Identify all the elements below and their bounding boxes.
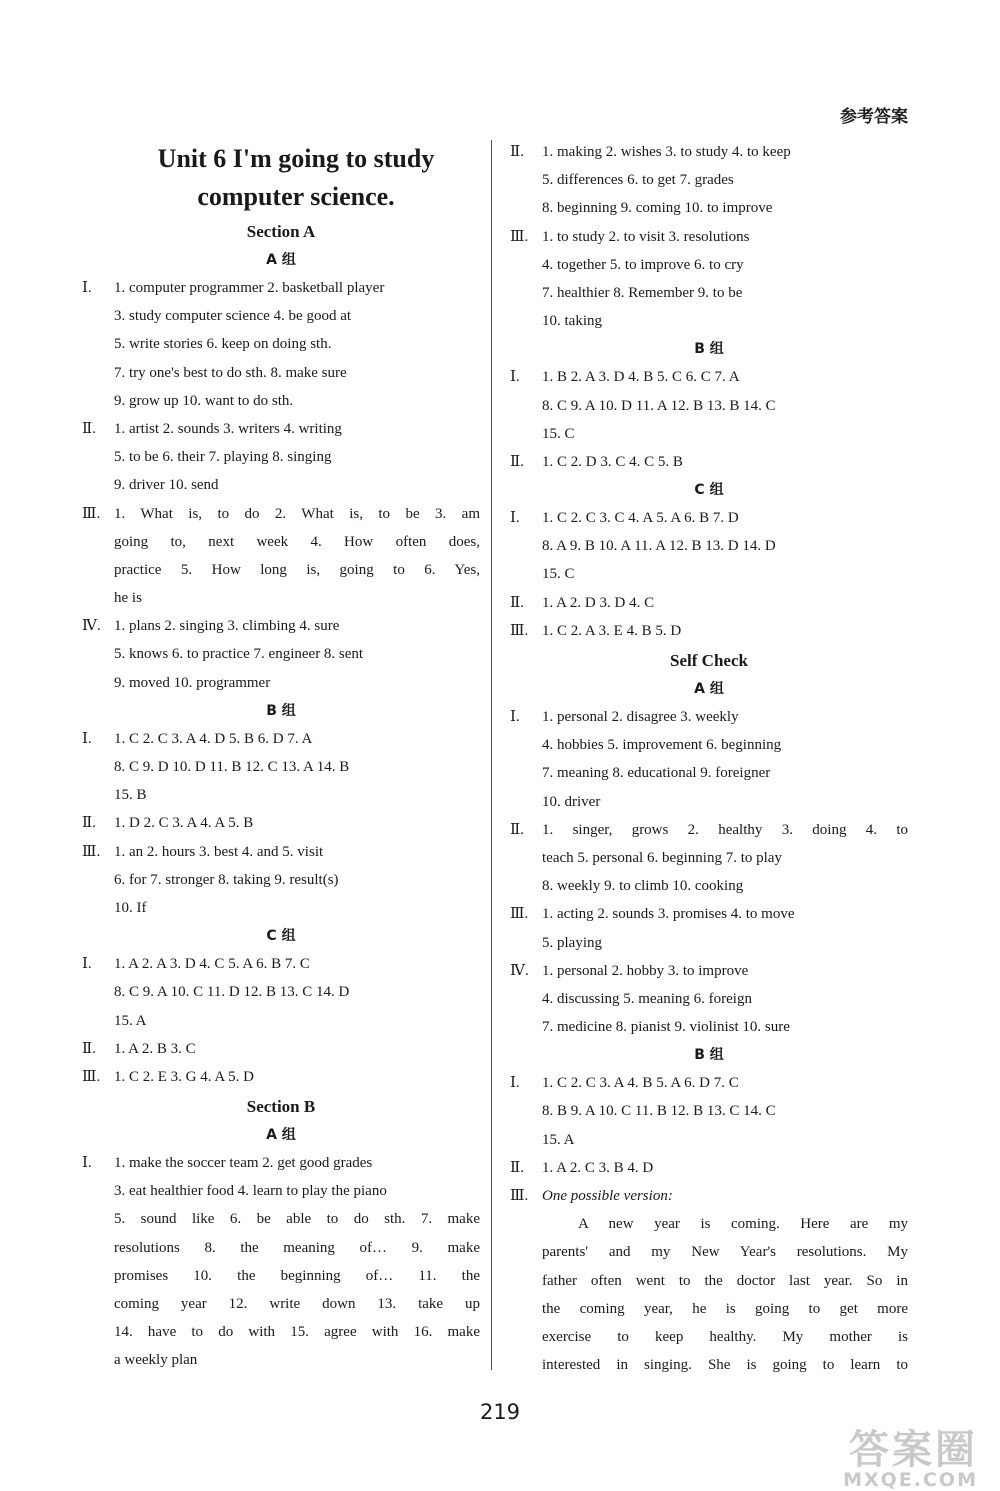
answer-text: 10. driver [542, 793, 601, 810]
answer-line [82, 1346, 480, 1374]
answer-line [82, 838, 480, 866]
answer-line [82, 1035, 480, 1063]
answer-text: 3. study computer science 4. be good at [114, 308, 352, 325]
answer-text: 1. singer, grows 2. healthy 3. doing 4. to [542, 821, 908, 838]
answer-text: he is [114, 590, 142, 607]
answer-line [510, 194, 908, 222]
page-number: 219 [479, 1400, 521, 1424]
answer-line [82, 640, 480, 668]
column-divider [491, 140, 492, 1370]
answer-line [82, 725, 480, 753]
answer-line [510, 363, 908, 391]
answer-text: teach 5. personal 6. beginning 7. to play [542, 849, 782, 866]
watermark-text: 答案圈 [849, 1427, 978, 1473]
answer-text: 1. plans 2. singing 3. climbing 4. sure [114, 618, 340, 635]
answer-text: 8. beginning 9. coming 10. to improve [542, 200, 773, 217]
answer-text: 1. B 2. A 3. D 4. B 5. C 6. C 7. A [542, 369, 740, 386]
question-number: Ⅲ. [510, 622, 529, 639]
answer-line [510, 307, 908, 335]
answer-line [82, 330, 480, 358]
answer-text: resolutions 8. the meaning of… 9. make [114, 1239, 480, 1256]
answer-line [510, 1323, 908, 1351]
answer-line [82, 274, 480, 302]
answer-line [82, 415, 480, 443]
unit-title: Unit 6 I'm going to study [157, 144, 435, 173]
group-heading: B 组 [266, 702, 296, 719]
answer-line [82, 1262, 480, 1290]
answer-line [82, 471, 480, 499]
answer-text: 1. C 2. C 3. A 4. D 5. B 6. D 7. A [114, 730, 313, 747]
answer-line [510, 759, 908, 787]
question-number: Ⅰ. [82, 280, 92, 296]
question-number: Ⅳ. [510, 962, 529, 979]
answer-line [510, 138, 908, 166]
answer-text: 8. A 9. B 10. A 11. A 12. B 13. D 14. D [542, 538, 776, 555]
section-heading: Self Check [670, 651, 748, 670]
answer-line [82, 1205, 480, 1233]
answer-line [510, 900, 908, 928]
answer-text: 15. A [114, 1012, 147, 1029]
question-number: Ⅲ. [82, 505, 101, 522]
answer-line [510, 1097, 908, 1125]
answer-line [510, 504, 908, 532]
answer-text: a weekly plan [114, 1352, 198, 1369]
answer-text: 15. C [542, 566, 575, 583]
answer-text: 9. grow up 10. want to do sth. [114, 392, 294, 409]
answer-line [510, 166, 908, 194]
group-heading: C 组 [694, 482, 724, 499]
answer-text: 1. A 2. C 3. B 4. D [542, 1159, 654, 1176]
group-heading: C 组 [266, 928, 296, 945]
question-number: Ⅱ. [510, 821, 524, 838]
answer-text: 5. write stories 6. keep on doing sth. [114, 336, 332, 353]
answer-text: 14. have to do with 15. agree with 16. make [114, 1324, 480, 1341]
answer-text: 8. weekly 9. to climb 10. cooking [542, 878, 744, 895]
section-heading: Section B [246, 1097, 316, 1117]
answer-text: 10. If [114, 899, 147, 916]
answer-text: father often went to the doctor last year. So in [542, 1272, 908, 1289]
answer-text: coming year 12. write down 13. take up [114, 1296, 480, 1312]
group-heading: B 组 [694, 1047, 724, 1064]
answer-text: 9. moved 10. programmer [114, 674, 271, 691]
answer-text: 15. C [542, 425, 575, 442]
answer-line [82, 1234, 480, 1262]
answer-line [510, 957, 908, 985]
answer-line [510, 816, 908, 844]
answer-text: practice 5. How long is, going to 6. Yes, [114, 561, 480, 578]
watermark-logo [843, 1418, 978, 1491]
answer-line [510, 589, 908, 617]
answer-text: A new year is coming. Here are my [578, 1216, 908, 1233]
answer-text: 1. What is, to do 2. What is, to be 3. am [114, 505, 480, 522]
answer-line [82, 387, 480, 415]
question-number: Ⅰ. [510, 709, 520, 725]
answer-text: 7. try one's best to do sth. 8. make sure [114, 364, 347, 381]
answer-text: 8. C 9. D 10. D 11. B 12. C 13. A 14. B [114, 759, 350, 775]
answer-text: 1. C 2. A 3. E 4. B 5. D [542, 622, 682, 639]
answer-line [510, 1210, 908, 1238]
question-number: Ⅰ. [82, 730, 92, 747]
answer-line [510, 1351, 908, 1379]
answer-line [82, 443, 480, 471]
answer-line [82, 781, 480, 809]
answer-text: One possible version: [542, 1188, 673, 1204]
answer-line [510, 929, 908, 957]
group-heading: A 组 [266, 252, 296, 268]
answer-line [82, 500, 480, 528]
answer-line [510, 1013, 908, 1041]
answer-text: 8. C 9. A 10. C 11. D 12. B 13. C 14. D [114, 984, 350, 1001]
question-number: Ⅲ. [510, 906, 529, 923]
question-number: Ⅱ. [510, 594, 524, 611]
answer-text: 4. hobbies 5. improvement 6. beginning [542, 737, 782, 754]
answer-text: 1. A 2. B 3. C [114, 1040, 196, 1057]
answer-text: 1. D 2. C 3. A 4. A 5. B [114, 815, 254, 832]
answer-line [82, 978, 480, 1006]
answer-line [510, 1182, 908, 1210]
answer-text: 9. driver 10. send [114, 477, 219, 494]
answer-text: 1. computer programmer 2. basketball player [114, 280, 385, 296]
question-number: Ⅰ. [510, 1075, 520, 1092]
answer-line [510, 560, 908, 588]
answer-text: interested in singing. She is going to learn to [542, 1357, 908, 1374]
group-heading: A 组 [266, 1127, 296, 1144]
answer-text: exercise to keep healthy. My mother is [542, 1328, 908, 1345]
answer-line [510, 985, 908, 1013]
question-number: Ⅱ. [510, 144, 524, 160]
answer-text: 1. A 2. D 3. D 4. C [542, 594, 655, 611]
answer-line [82, 866, 480, 894]
answer-line [82, 1007, 480, 1035]
answer-line [82, 1290, 480, 1318]
answer-text: 5. playing [542, 934, 602, 951]
answer-text: 1. A 2. A 3. D 4. C 5. A 6. B 7. C [114, 956, 310, 973]
answer-text: 7. medicine 8. pianist 9. violinist 10. sure [542, 1019, 790, 1036]
answer-text: 10. taking [542, 313, 602, 330]
question-number: Ⅱ. [82, 1040, 96, 1057]
answer-text: 15. B [114, 787, 147, 804]
answer-text: 5. to be 6. their 7. playing 8. singing [114, 449, 332, 466]
answer-line [82, 894, 480, 922]
answer-line [82, 584, 480, 612]
answer-line [82, 1149, 480, 1177]
answer-line [510, 1295, 908, 1323]
left-column [82, 140, 480, 1375]
answer-text: 1. personal 2. hobby 3. to improve [542, 962, 749, 979]
answer-text: 5. knows 6. to practice 7. engineer 8. sent [114, 646, 364, 663]
answer-line [510, 1267, 908, 1295]
watermark-url: MXQE.COM [843, 1469, 978, 1491]
answer-text: 1. personal 2. disagree 3. weekly [542, 709, 739, 725]
group-heading: A 组 [694, 681, 724, 697]
answer-line [510, 420, 908, 448]
answer-line [82, 1318, 480, 1346]
answer-text: 8. B 9. A 10. C 11. B 12. B 13. C 14. C [542, 1103, 776, 1120]
answer-line [82, 1063, 480, 1091]
answer-text: 1. to study 2. to visit 3. resolutions [542, 228, 750, 245]
answer-text: 8. C 9. A 10. D 11. A 12. B 13. B 14. C [542, 397, 776, 414]
section-heading: Section A [246, 222, 316, 241]
answer-line [82, 1177, 480, 1205]
answer-text: 1. an 2. hours 3. best 4. and 5. visit [114, 843, 324, 860]
answer-text: 1. C 2. C 3. A 4. B 5. A 6. D 7. C [542, 1075, 739, 1092]
answer-line [82, 612, 480, 640]
answer-text: parents' and my New Year's resolutions. My [542, 1244, 908, 1261]
group-heading: B 组 [694, 341, 724, 358]
answer-line [510, 844, 908, 872]
answer-line [510, 731, 908, 759]
answer-text: 1. making 2. wishes 3. to study 4. to keep [542, 144, 791, 160]
answer-line [510, 1154, 908, 1182]
page-header: 参考答案 [840, 107, 908, 127]
question-number: Ⅰ. [510, 510, 520, 527]
answer-line [82, 753, 480, 781]
answer-text: 4. together 5. to improve 6. to cry [542, 256, 744, 273]
question-number: Ⅳ. [82, 618, 101, 635]
answer-text: 1. C 2. C 3. C 4. A 5. A 6. B 7. D [542, 510, 739, 527]
answer-line [82, 359, 480, 387]
right-column [510, 138, 908, 1379]
answer-line [82, 528, 480, 556]
answer-text: going to, next week 4. How often does, [114, 533, 480, 550]
answer-line [82, 809, 480, 837]
answer-text: 6. for 7. stronger 8. taking 9. result(s) [114, 871, 339, 888]
question-number: Ⅱ. [82, 815, 96, 832]
answer-line [510, 392, 908, 420]
answer-text: 7. healthier 8. Remember 9. to be [542, 284, 743, 301]
answer-text: 5. differences 6. to get 7. grades [542, 172, 734, 189]
unit-title: computer science. [197, 182, 395, 211]
answer-text: 1. acting 2. sounds 3. promises 4. to move [542, 906, 795, 923]
answer-line [82, 950, 480, 978]
question-number: Ⅰ. [82, 956, 92, 973]
answer-line [510, 617, 908, 645]
answer-line [510, 279, 908, 307]
question-number: Ⅲ. [82, 843, 101, 860]
answer-text: 7. meaning 8. educational 9. foreigner [542, 765, 771, 782]
answer-line [82, 302, 480, 330]
question-number: Ⅲ. [510, 228, 529, 245]
question-number: Ⅲ. [82, 1068, 101, 1085]
answer-text: 4. discussing 5. meaning 6. foreign [542, 990, 752, 1007]
answer-line [510, 872, 908, 900]
question-number: Ⅰ. [510, 369, 520, 386]
answer-line [510, 1126, 908, 1154]
answer-line [510, 223, 908, 251]
answer-text: 3. eat healthier food 4. learn to play the piano [114, 1183, 387, 1200]
answer-line [82, 669, 480, 697]
answer-line [510, 448, 908, 476]
answer-text: promises 10. the beginning of… 11. the [114, 1267, 480, 1284]
answer-text: 15. A [542, 1131, 575, 1148]
answer-line [510, 1238, 908, 1266]
answer-text: 1. artist 2. sounds 3. writers 4. writing [114, 420, 342, 437]
answer-text: 5. sound like 6. be able to do sth. 7. make [114, 1211, 480, 1228]
question-number: Ⅰ. [82, 1155, 92, 1172]
answer-text: 1. C 2. E 3. G 4. A 5. D [114, 1068, 255, 1085]
question-number: Ⅲ. [510, 1188, 529, 1204]
answer-line [510, 1069, 908, 1097]
answer-line [510, 703, 908, 731]
answer-line [510, 788, 908, 816]
question-number: Ⅱ. [510, 1159, 524, 1176]
answer-text: 1. make the soccer team 2. get good grades [114, 1155, 373, 1172]
answer-text: 1. C 2. D 3. C 4. C 5. B [542, 453, 683, 470]
question-number: Ⅱ. [82, 420, 96, 437]
question-number: Ⅱ. [510, 453, 524, 470]
answer-text: the coming year, he is going to get more [542, 1300, 908, 1317]
answer-line [510, 532, 908, 560]
answer-line [82, 556, 480, 584]
answer-line [510, 251, 908, 279]
